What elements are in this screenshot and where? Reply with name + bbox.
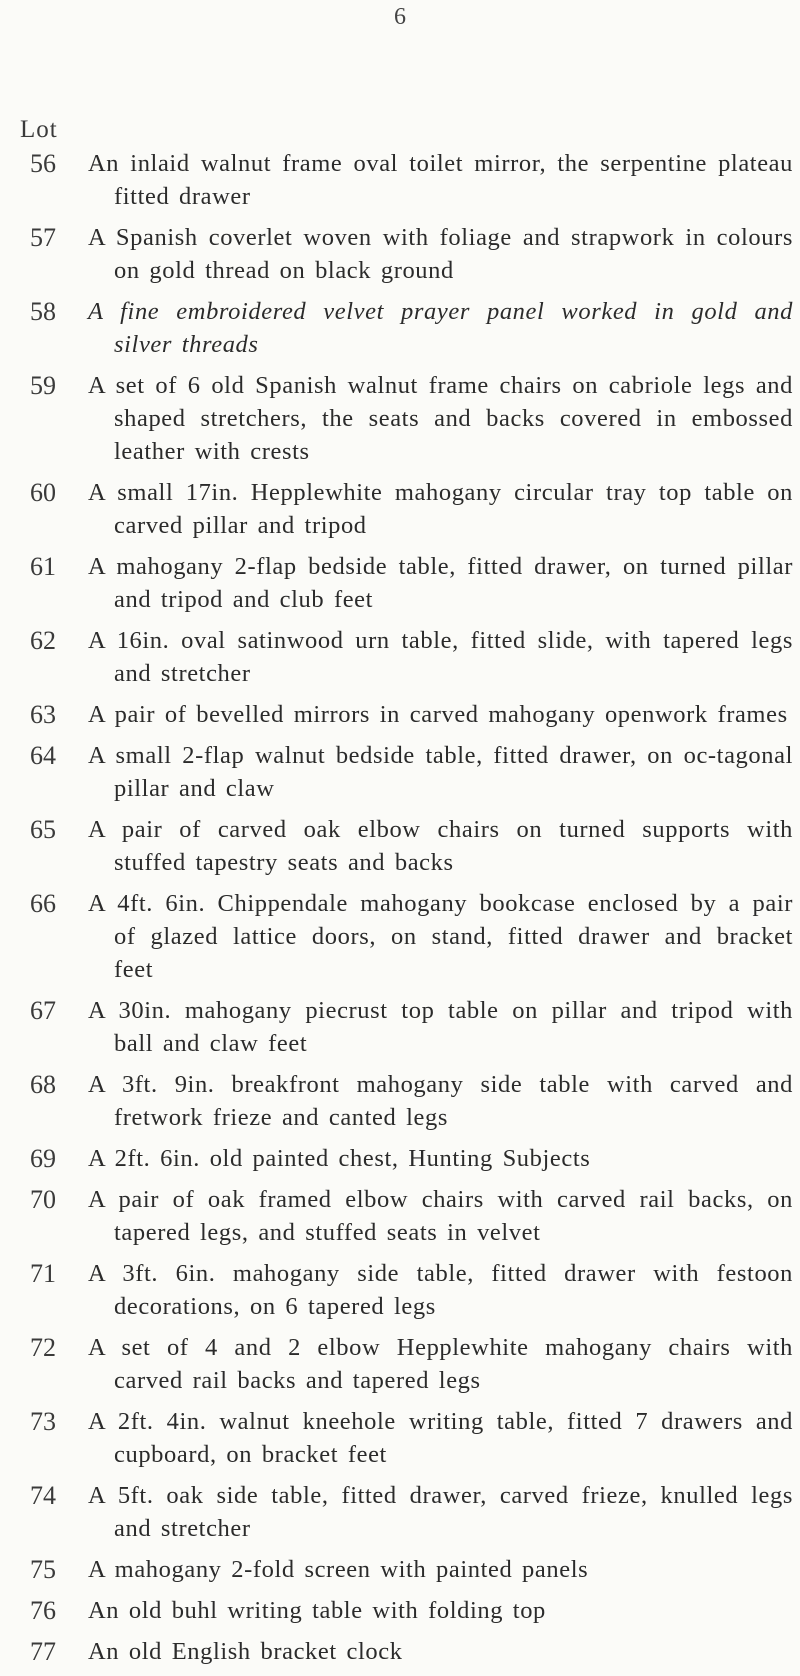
lot-number: 60	[30, 478, 56, 507]
lot-number: 71	[30, 1259, 56, 1288]
lot-entry	[0, 624, 800, 690]
lot-entry	[0, 1479, 800, 1545]
lot-entry	[0, 476, 800, 542]
lot-description	[88, 221, 793, 287]
lot-description-text: An inlaid walnut frame oval toilet mirror, the serpentine plateau fitted drawer	[88, 150, 793, 210]
lot-description-text: An old English bracket clock	[88, 1638, 403, 1665]
lot-description-text: A 3ft. 9in. breakfront mahogany side table with carved and fretwork frieze and canted legs	[88, 1071, 793, 1131]
lot-description	[88, 1479, 793, 1545]
lot-description	[88, 295, 793, 361]
lot-number: 75	[30, 1555, 56, 1584]
lot-number: 76	[30, 1596, 56, 1625]
lot-description	[88, 1142, 793, 1175]
lot-description	[88, 1331, 793, 1397]
lot-number: 67	[30, 996, 56, 1025]
lot-number: 61	[30, 552, 56, 581]
lot-description-text: A small 2-flap walnut bedside table, fitted drawer, on oc-tagonal pillar and claw	[88, 742, 793, 802]
lot-entry	[0, 1183, 800, 1249]
lot-number: 66	[30, 889, 56, 918]
lot-description-text: A pair of bevelled mirrors in carved mahogany openwork frames	[88, 701, 788, 728]
lot-description-text: A 5ft. oak side table, fitted drawer, carved frieze, knulled legs and stretcher	[88, 1482, 793, 1542]
lot-description-text: A set of 6 old Spanish walnut frame chairs on cabriole legs and shaped stretchers, the seats and backs covered in embossed leather with crests	[88, 372, 793, 465]
lot-description-text: A 3ft. 6in. mahogany side table, fitted drawer with festoon decorations, on 6 tapered legs	[88, 1260, 793, 1320]
lot-list	[0, 147, 800, 1676]
lot-number: 70	[30, 1185, 56, 1214]
lot-description-text: A mahogany 2-fold screen with painted panels	[88, 1556, 589, 1583]
lot-number: 59	[30, 371, 56, 400]
lot-description-text: A fine embroidered velvet prayer panel worked in gold and silver threads	[88, 298, 793, 358]
lot-number: 57	[30, 223, 56, 252]
lot-description-text: A 30in. mahogany piecrust top table on pillar and tripod with ball and claw feet	[88, 997, 793, 1057]
lot-description-text: A pair of oak framed elbow chairs with carved rail backs, on tapered legs, and stuffed seats in velvet	[88, 1186, 793, 1246]
lot-description	[88, 994, 793, 1060]
lot-entry	[0, 1257, 800, 1323]
lot-entry	[0, 295, 800, 361]
lot-entry	[0, 147, 800, 213]
lot-number: 77	[30, 1637, 56, 1666]
lot-description	[88, 147, 793, 213]
lot-description-text: A small 17in. Hepplewhite mahogany circular tray top table on carved pillar and tripod	[88, 479, 793, 539]
lot-entry	[0, 994, 800, 1060]
lot-number: 72	[30, 1333, 56, 1362]
lot-entry	[0, 221, 800, 287]
lot-description	[88, 1635, 793, 1668]
lot-number: 69	[30, 1144, 56, 1173]
lot-description	[88, 1594, 793, 1627]
lot-description	[88, 1257, 793, 1323]
lot-description	[88, 476, 793, 542]
lot-column-header: Lot	[20, 116, 58, 143]
lot-description	[88, 550, 793, 616]
lot-entry	[0, 1068, 800, 1134]
lot-entry	[0, 550, 800, 616]
lot-entry	[0, 1405, 800, 1471]
lot-description-text: A 2ft. 6in. old painted chest, Hunting Subjects	[88, 1145, 591, 1172]
lot-number: 65	[30, 815, 56, 844]
lot-description	[88, 369, 793, 468]
lot-entry	[0, 1331, 800, 1397]
lot-entry	[0, 739, 800, 805]
lot-description	[88, 1553, 793, 1586]
lot-description-text: A set of 4 and 2 elbow Hepplewhite mahogany chairs with carved rail backs and tapered legs	[88, 1334, 793, 1394]
lot-number: 58	[30, 297, 56, 326]
lot-number: 63	[30, 700, 56, 729]
lot-description-text: A pair of carved oak elbow chairs on turned supports with stuffed tapestry seats and backs	[88, 816, 793, 876]
lot-description	[88, 698, 793, 731]
lot-description-text: A 16in. oval satinwood urn table, fitted slide, with tapered legs and stretcher	[88, 627, 793, 687]
lot-description-text: An old buhl writing table with folding top	[88, 1597, 546, 1624]
lot-number: 56	[30, 149, 56, 178]
lot-description	[88, 1405, 793, 1471]
lot-entry	[0, 369, 800, 468]
lot-number: 64	[30, 741, 56, 770]
lot-number: 74	[30, 1481, 56, 1510]
page-number: 6	[394, 4, 406, 30]
lot-entry	[0, 1142, 800, 1175]
lot-description	[88, 1068, 793, 1134]
lot-entry	[0, 1594, 800, 1627]
lot-description	[88, 1183, 793, 1249]
lot-entry	[0, 1553, 800, 1586]
lot-number: 68	[30, 1070, 56, 1099]
lot-description	[88, 624, 793, 690]
lot-entry	[0, 698, 800, 731]
lot-number: 62	[30, 626, 56, 655]
lot-description	[88, 813, 793, 879]
lot-entry	[0, 813, 800, 879]
lot-description-text: A 4ft. 6in. Chippendale mahogany bookcase enclosed by a pair of glazed lattice doors, on stand, fitted drawer and bracket feet	[88, 890, 793, 983]
lot-description-text: A mahogany 2-flap bedside table, fitted drawer, on turned pillar and tripod and club feet	[88, 553, 793, 613]
lot-description-text: A 2ft. 4in. walnut kneehole writing table, fitted 7 drawers and cupboard, on bracket feet	[88, 1408, 793, 1468]
lot-description	[88, 887, 793, 986]
lot-number: 73	[30, 1407, 56, 1436]
lot-description-text: A Spanish coverlet woven with foliage and strapwork in colours on gold thread on black ground	[88, 224, 793, 284]
lot-description	[88, 739, 793, 805]
lot-entry	[0, 1635, 800, 1668]
lot-entry	[0, 887, 800, 986]
